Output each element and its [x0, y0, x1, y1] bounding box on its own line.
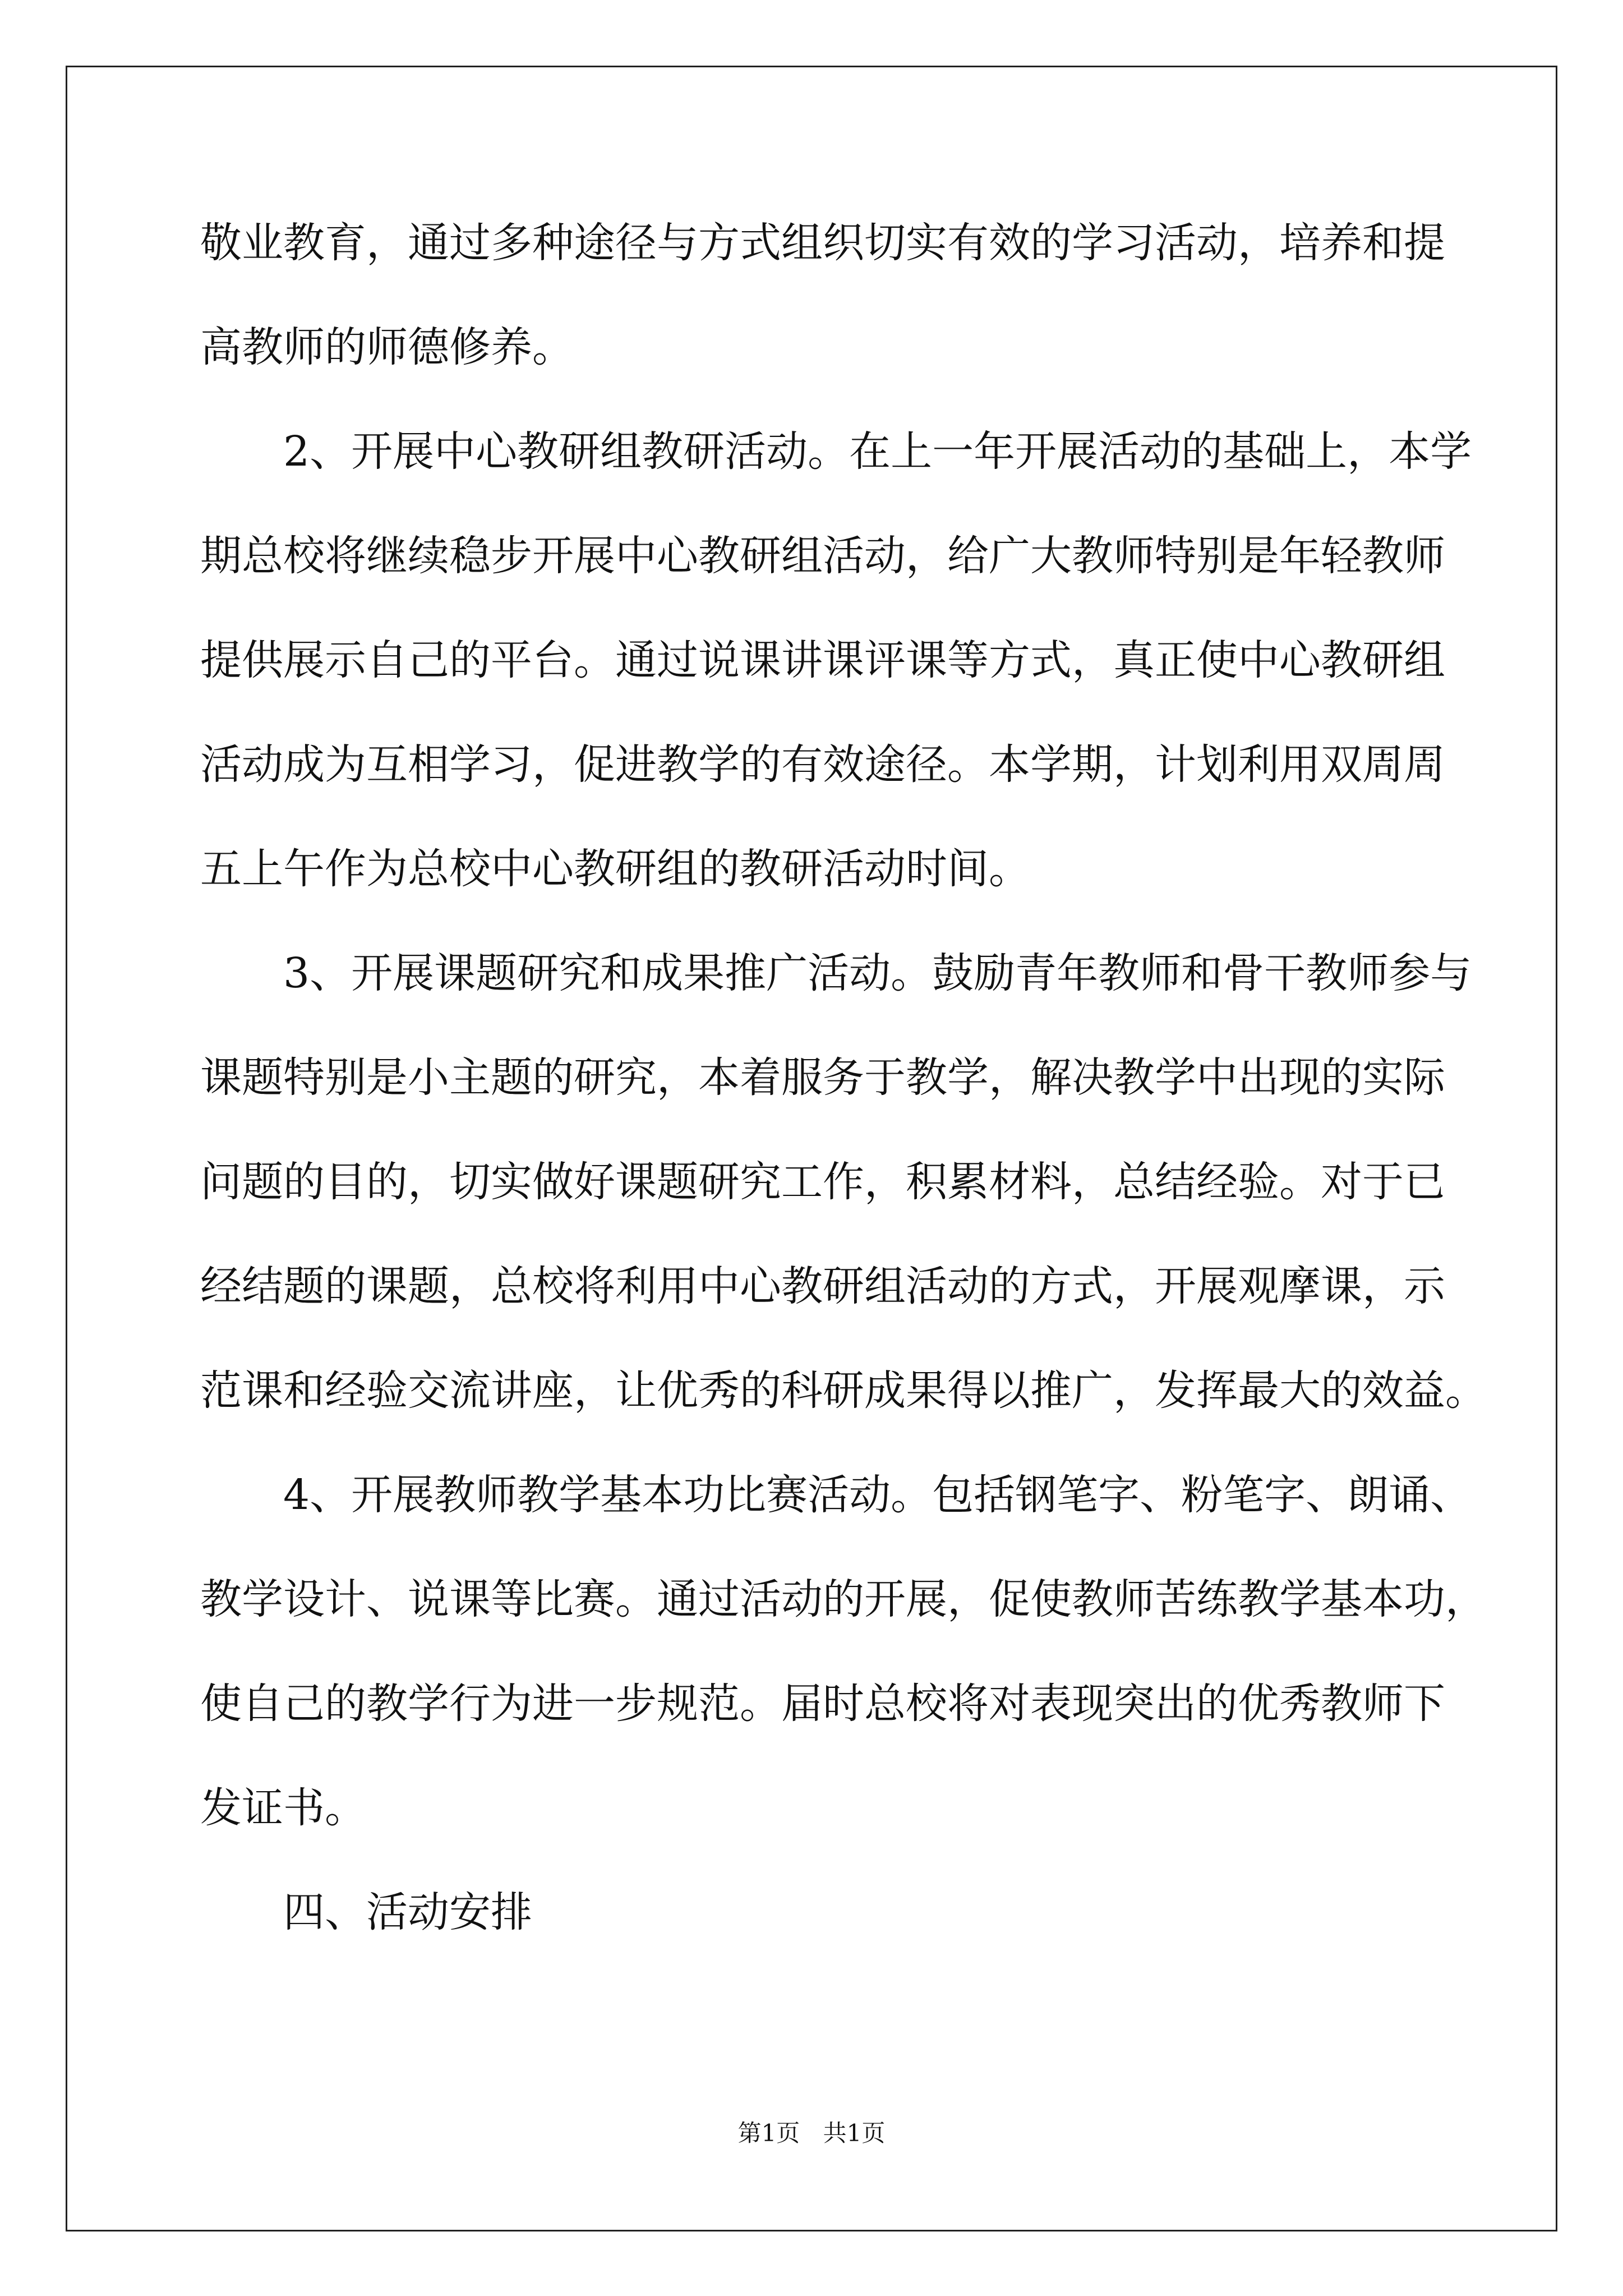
page-number: 第1页	[737, 2119, 800, 2147]
text-line: 2、开展中心教研组教研活动。在上一年开展活动的基础上，本学	[283, 427, 1472, 476]
text-line: 活动成为互相学习，促进教学的有效途径。本学期，计划利用双周周	[200, 740, 1445, 789]
text-line: 发证书。	[200, 1784, 366, 1832]
page-footer	[0, 2115, 1623, 2148]
text-line: 使自己的教学行为进一步规范。届时总校将对表现突出的优秀教师下	[200, 1680, 1445, 1728]
text-line: 3、开展课题研究和成果推广活动。鼓励青年教师和骨干教师参与	[283, 949, 1472, 997]
text-line: 期总校将继续稳步开展中心教研组活动，给广大教师特别是年轻教师	[200, 532, 1445, 580]
text-line: 课题特别是小主题的研究，本着服务于教学，解决教学中出现的实际	[200, 1053, 1445, 1102]
section-heading: 四、活动安排	[283, 1888, 532, 1936]
text-line: 4、开展教师教学基本功比赛活动。包括钢笔字、粉笔字、朗诵、	[283, 1471, 1472, 1519]
text-line: 提供展示自己的平台。通过说课讲课评课等方式，真正使中心教研组	[200, 636, 1445, 684]
text-line: 范课和经验交流讲座，让优秀的科研成果得以推广，发挥最大的效益。	[200, 1366, 1487, 1415]
text-line: 五上午作为总校中心教研组的教研活动时间。	[200, 845, 1030, 893]
text-line: 问题的目的，切实做好课题研究工作，积累材料，总结经验。对于已	[200, 1158, 1445, 1206]
text-line: 经结题的课题，总校将利用中心教研组活动的方式，开展观摩课，示	[200, 1262, 1445, 1310]
text-line: 敬业教育，通过多种途径与方式组织切实有效的学习活动，培养和提	[200, 219, 1445, 267]
text-line: 教学设计、说课等比赛。通过活动的开展，促使教师苦练教学基本功，	[200, 1575, 1487, 1623]
text-line: 高教师的师德修养。	[200, 323, 574, 371]
document-body	[200, 191, 1487, 1964]
page-total: 共1页	[823, 2119, 886, 2147]
